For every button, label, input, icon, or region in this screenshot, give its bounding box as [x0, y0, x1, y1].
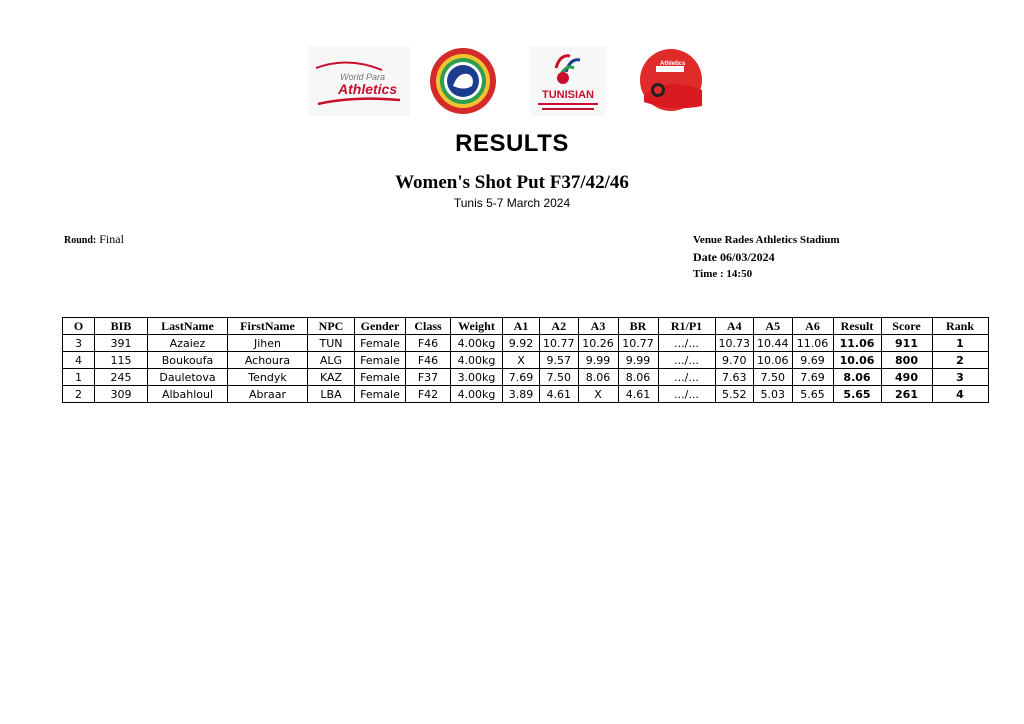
national-paralympic-emblem-logo: [428, 46, 498, 116]
table-cell: 3: [932, 369, 988, 386]
table-cell: 5.03: [754, 386, 793, 403]
table-cell: TUN: [308, 335, 355, 352]
table-cell: ALG: [308, 352, 355, 369]
table-cell: .../...: [658, 386, 715, 403]
column-header: Weight: [451, 318, 503, 335]
column-header: A4: [715, 318, 754, 335]
world-para-athletics-logo: [308, 46, 410, 116]
table-cell: Dauletova: [148, 369, 228, 386]
event-date: Date 06/03/2024: [693, 250, 775, 264]
grand-prix-logo-text: Athletics: [660, 61, 686, 67]
table-cell: 2: [63, 386, 95, 403]
wpa-logo-line2: Athletics: [338, 81, 398, 97]
table-cell: 4: [932, 386, 988, 403]
table-cell: Achoura: [228, 352, 308, 369]
table-cell: 11.06: [792, 335, 833, 352]
table-cell: 1: [932, 335, 988, 352]
event-dates: Tunis 5-7 March 2024: [453, 196, 571, 210]
column-header: A3: [578, 318, 618, 335]
table-cell: 9.99: [578, 352, 618, 369]
table-cell: 911: [881, 335, 932, 352]
round-label: Round:: [64, 235, 97, 246]
table-cell: 8.06: [833, 369, 881, 386]
table-cell: 5.52: [715, 386, 754, 403]
column-header: A6: [792, 318, 833, 335]
column-header: Result: [833, 318, 881, 335]
table-cell: Azaiez: [148, 335, 228, 352]
tunisian-paralympic-committee-logo: [530, 46, 606, 116]
table-cell: 10.44: [754, 335, 793, 352]
table-cell: Abraar: [228, 386, 308, 403]
table-cell: 490: [881, 369, 932, 386]
column-header: R1/P1: [658, 318, 715, 335]
column-header: FirstName: [228, 318, 308, 335]
table-cell: 9.69: [792, 352, 833, 369]
sponsor-logos: [0, 46, 1024, 116]
column-header: O: [63, 318, 95, 335]
results-header-row: [63, 318, 989, 335]
column-header: A2: [540, 318, 579, 335]
results-table: [62, 317, 989, 403]
table-cell: Boukoufa: [148, 352, 228, 369]
table-cell: 3: [63, 335, 95, 352]
table-cell: 3.00kg: [451, 369, 503, 386]
table-cell: 9.57: [540, 352, 579, 369]
wpa-logo-line1: World Para: [340, 72, 386, 82]
table-cell: Female: [355, 386, 406, 403]
venue-name: Venue Rades Athletics Stadium: [693, 234, 840, 246]
table-cell: 7.50: [540, 369, 579, 386]
table-cell: 7.50: [754, 369, 793, 386]
table-cell: Jihen: [228, 335, 308, 352]
tunisian-logo-text: TUNISIAN: [542, 89, 594, 101]
table-cell: 1: [63, 369, 95, 386]
event-time: Time : 14:50: [693, 268, 753, 280]
tunis-grand-prix-logo: [636, 46, 708, 116]
table-cell: 391: [95, 335, 148, 352]
table-cell: 10.73: [715, 335, 754, 352]
table-cell: F46: [406, 335, 451, 352]
table-cell: 9.92: [503, 335, 540, 352]
table-cell: 261: [881, 386, 932, 403]
table-cell: 245: [95, 369, 148, 386]
table-cell: LBA: [308, 386, 355, 403]
table-cell: 5.65: [792, 386, 833, 403]
table-cell: 115: [95, 352, 148, 369]
column-header: A1: [503, 318, 540, 335]
column-header: A5: [754, 318, 793, 335]
table-cell: F42: [406, 386, 451, 403]
table-cell: 10.77: [540, 335, 579, 352]
table-cell: KAZ: [308, 369, 355, 386]
table-cell: 5.65: [833, 386, 881, 403]
column-header: LastName: [148, 318, 228, 335]
table-cell: Tendyk: [228, 369, 308, 386]
column-header: BIB: [95, 318, 148, 335]
round-info: [64, 232, 124, 247]
table-cell: Albahloul: [148, 386, 228, 403]
table-cell: 7.69: [503, 369, 540, 386]
table-cell: Female: [355, 335, 406, 352]
table-cell: 9.99: [618, 352, 658, 369]
table-cell: .../...: [658, 352, 715, 369]
column-header: NPC: [308, 318, 355, 335]
results-body: [63, 335, 989, 403]
table-cell: X: [578, 386, 618, 403]
table-cell: 10.06: [833, 352, 881, 369]
table-row: [63, 335, 989, 352]
table-cell: .../...: [658, 335, 715, 352]
table-cell: .../...: [658, 369, 715, 386]
column-header: Rank: [932, 318, 988, 335]
venue-info: [693, 232, 840, 283]
table-cell: 4: [63, 352, 95, 369]
table-cell: 8.06: [578, 369, 618, 386]
table-cell: 8.06: [618, 369, 658, 386]
table-cell: 4.00kg: [451, 335, 503, 352]
event-title: Women's Shot Put F37/42/46: [395, 172, 629, 193]
table-cell: F37: [406, 369, 451, 386]
table-cell: 309: [95, 386, 148, 403]
table-cell: 800: [881, 352, 932, 369]
table-cell: 4.00kg: [451, 386, 503, 403]
table-cell: 3.89: [503, 386, 540, 403]
table-cell: Female: [355, 352, 406, 369]
table-cell: 2: [932, 352, 988, 369]
table-row: [63, 386, 989, 403]
table-cell: 10.77: [618, 335, 658, 352]
table-cell: Female: [355, 369, 406, 386]
column-header: Gender: [355, 318, 406, 335]
round-value: Final: [99, 232, 124, 246]
table-cell: 9.70: [715, 352, 754, 369]
table-cell: 10.06: [754, 352, 793, 369]
table-row: [63, 369, 989, 386]
table-cell: 4.00kg: [451, 352, 503, 369]
column-header: BR: [618, 318, 658, 335]
column-header: Score: [881, 318, 932, 335]
table-cell: 4.61: [618, 386, 658, 403]
table-row: [63, 352, 989, 369]
table-cell: F46: [406, 352, 451, 369]
table-cell: 11.06: [833, 335, 881, 352]
table-cell: 10.26: [578, 335, 618, 352]
page-title: RESULTS: [455, 130, 569, 157]
table-cell: 7.69: [792, 369, 833, 386]
table-cell: 4.61: [540, 386, 579, 403]
column-header: Class: [406, 318, 451, 335]
table-cell: 7.63: [715, 369, 754, 386]
table-cell: X: [503, 352, 540, 369]
